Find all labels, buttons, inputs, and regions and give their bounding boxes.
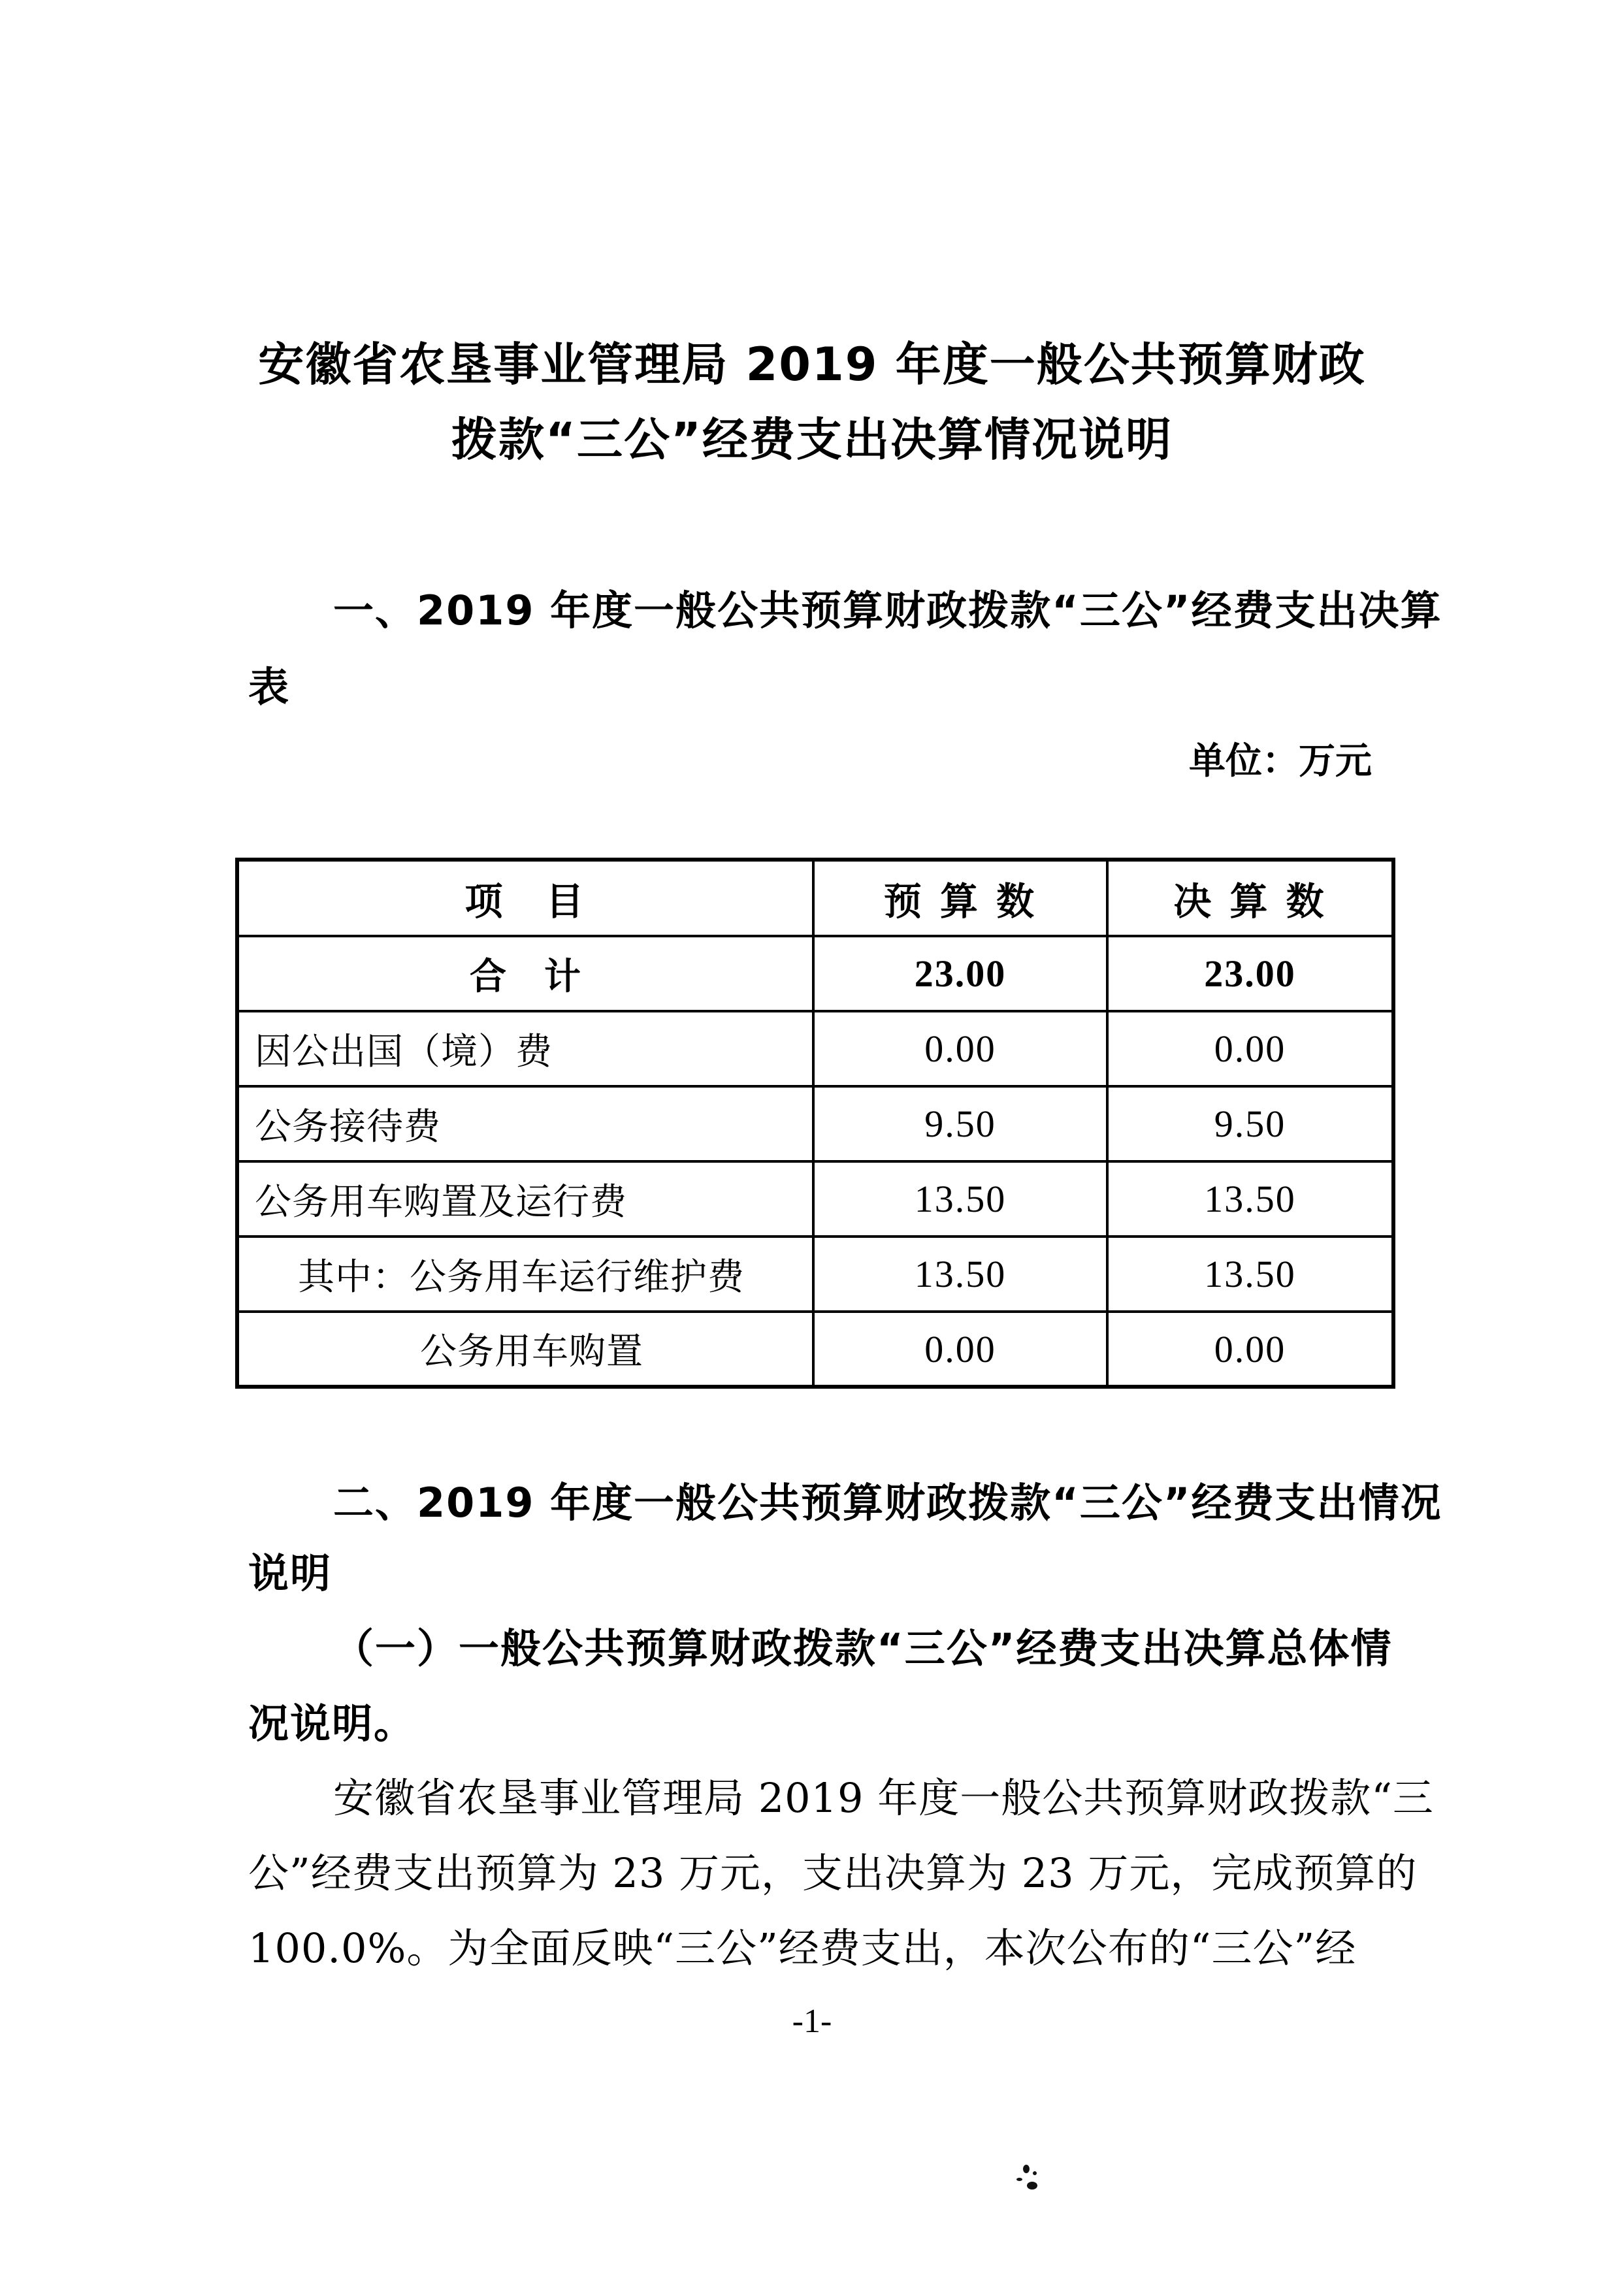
table-row bbox=[237, 1312, 1393, 1387]
item-cell: 公务用车购置 bbox=[237, 1312, 813, 1387]
item-cell: 其中：公务用车运行维护费 bbox=[237, 1237, 813, 1312]
table-row bbox=[237, 1086, 1393, 1161]
final-cell: 13.50 bbox=[1107, 1237, 1393, 1312]
table-row bbox=[237, 936, 1393, 1011]
section-one-heading-line-2: 表 bbox=[248, 663, 291, 711]
subsection-one-heading-line-2: 况说明。 bbox=[248, 1700, 416, 1747]
final-cell: 23.00 bbox=[1107, 936, 1393, 1011]
ink-speck bbox=[1016, 2178, 1022, 2181]
table-row bbox=[237, 1237, 1393, 1312]
item-cell: 因公出国（境）费 bbox=[237, 1011, 813, 1086]
paragraph-line-1: 安徽省农垦事业管理局 2019 年度一般公共预算财政拨款“三 bbox=[333, 1774, 1434, 1822]
ink-speck bbox=[1033, 2171, 1037, 2175]
final-cell: 13.50 bbox=[1107, 1161, 1393, 1237]
budget-cell: 13.50 bbox=[813, 1161, 1107, 1237]
header-item: 项 目 bbox=[237, 860, 813, 936]
budget-cell: 0.00 bbox=[813, 1312, 1107, 1387]
table-row bbox=[237, 1161, 1393, 1237]
budget-cell: 0.00 bbox=[813, 1011, 1107, 1086]
table-header-row bbox=[237, 860, 1393, 936]
final-cell: 0.00 bbox=[1107, 1312, 1393, 1387]
paragraph-line-3: 100.0%。为全面反映“三公”经费支出，本次公布的“三公”经 bbox=[248, 1924, 1357, 1972]
budget-cell: 23.00 bbox=[813, 936, 1107, 1011]
section-two-heading-line-2: 说明 bbox=[248, 1549, 333, 1597]
ink-speck bbox=[1023, 2165, 1030, 2173]
header-budget: 预 算 数 bbox=[813, 860, 1107, 936]
header-final: 决 算 数 bbox=[1107, 860, 1393, 936]
section-one-heading-line-1: 一、2019 年度一般公共预算财政拨款“三公”经费支出决算 bbox=[333, 587, 1442, 634]
table-row bbox=[237, 1011, 1393, 1086]
paragraph-line-2: 公”经费支出预算为 23 万元，支出决算为 23 万元，完成预算的 bbox=[248, 1849, 1418, 1897]
final-cell: 0.00 bbox=[1107, 1011, 1393, 1086]
unit-note: 单位：万元 bbox=[1189, 740, 1372, 783]
document-title-line-2: 拨款“三公”经费支出决算情况说明 bbox=[451, 413, 1173, 466]
item-cell: 合 计 bbox=[237, 936, 813, 1011]
subsection-one-heading-line-1: （一）一般公共预算财政拨款“三公”经费支出决算总体情 bbox=[333, 1625, 1393, 1672]
budget-cell: 9.50 bbox=[813, 1086, 1107, 1161]
ink-speck bbox=[1027, 2182, 1037, 2190]
section-two-heading-line-1: 二、2019 年度一般公共预算财政拨款“三公”经费支出情况 bbox=[333, 1479, 1442, 1527]
budget-cell: 13.50 bbox=[813, 1237, 1107, 1312]
document-title-line-1: 安徽省农垦事业管理局 2019 年度一般公共预算财政 bbox=[258, 338, 1366, 391]
item-cell: 公务用车购置及运行费 bbox=[237, 1161, 813, 1237]
page-number: -1- bbox=[792, 2003, 832, 2040]
three-public-expense-table bbox=[235, 858, 1395, 1389]
final-cell: 9.50 bbox=[1107, 1086, 1393, 1161]
item-cell: 公务接待费 bbox=[237, 1086, 813, 1161]
